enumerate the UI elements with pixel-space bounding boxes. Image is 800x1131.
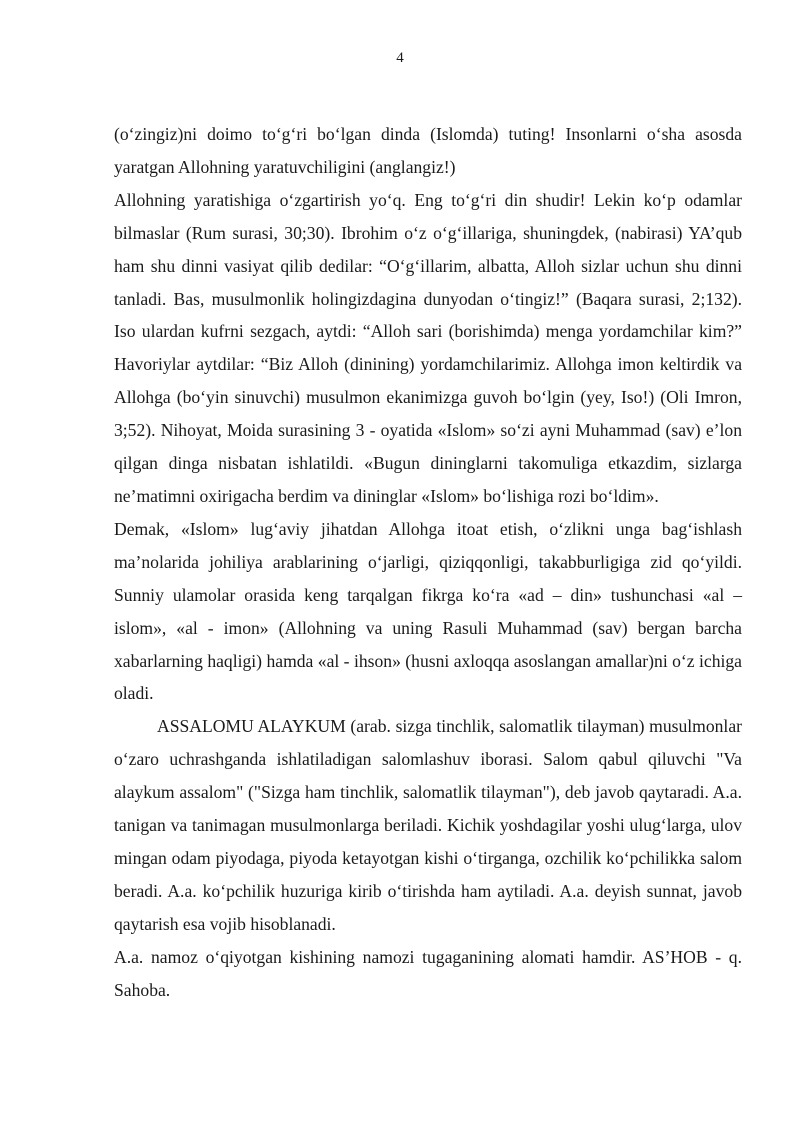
page-number: 4: [396, 50, 404, 66]
document-body: [114, 118, 742, 1006]
paragraph: (o‘zingiz)ni doimo to‘g‘ri bo‘lgan dinda (Islomda) tuting! Insonlarni o‘sha asosda yaratgan Allohning yaratuvchiligini (anglangiz!): [114, 124, 742, 177]
paragraph: A.a. namoz o‘qiyotgan kishining namozi tugaganining alomati hamdir. AS’HOB - q. Sahoba.: [114, 946, 742, 1000]
paragraph: Demak, «Islom» lug‘aviy jihatdan Allohga itoat etish, o‘zlikni unga bag‘ishlash ma’nolarida johiliya arablarining o‘jarligi, qiziqqonligi, takabburligiga zid qo‘yildi. Sunniy ulamolar orasida keng tarqalgan fikrga ko‘ra «ad – din» tushunchasi «al – islom», «al - imon» (Allohning va uning Rasuli Muhammad (sav) bergan barcha xabarlarning haqligi) hamda «al - ihson» (husni axloqqa asoslangan amallar)ni o‘z ichiga oladi.: [114, 518, 742, 704]
paragraph-assalomu-alaykum: ASSALOMU ALAYKUM (arab. sizga tinchlik, salomatlik tilayman) musulmonlar o‘zaro uchrashganda ishlatiladigan salomlashuv iborasi. Salom qabul qiluvchi "Va alaykum assalom" ("Sizga ham tinchlik, salomatlik tilayman"), deb javob qaytaradi. A.a. tanigan va tanimagan musulmonlarga beriladi. Kichik yoshdagilar yoshi ulug‘larga, ulov mingan odam piyodaga, piyoda ketayotgan kishi o‘tirganga, ozchilik ko‘pchilikka salom beradi. A.a. ko‘pchilik huzuriga kirib o‘tirishda ham aytiladi. A.a. deyish sunnat, javob qaytarish esa vojib hisoblanadi.: [114, 716, 742, 934]
paragraph: Allohning yaratishiga o‘zgartirish yo‘q. Eng to‘g‘ri din shudir! Lekin ko‘p odamlar bilmaslar (Rum surasi, 30;30). Ibrohim o‘z o‘g‘illariga, shuningdek, (nabirasi) YA’qub ham shu dinni vasiyat qilib dedilar: “O‘g‘illarim, albatta, Alloh sizlar uchun shu dinni tanladi. Bas, musulmonlik holingizdagina dunyodan o‘tingiz!” (Baqara surasi, 2;132). Iso ulardan kufrni sezgach, aytdi: “Alloh sari (borishimda) menga yordamchilar kim?” Havoriylar aytdilar: “Biz Alloh (dinining) yordamchilarimiz. Allohga imon keltirdik va Allohga (bo‘yin sinuvchi) musulmon ekanimizga guvoh bo‘lgin (yey, Iso!) (Oli Imron, 3;52). Nihoyat, Moida surasining 3 - oyatida «Islom» so‘zi ayni Muhammad (sav) e’lon qilgan dinga nisbatan ishlatildi. «Bugun dininglarni takomuliga etkazdim, sizlarga ne’matimni oxirigacha berdim va dininglar «Islom» bo‘lishiga rozi bo‘ldim».: [114, 189, 742, 506]
